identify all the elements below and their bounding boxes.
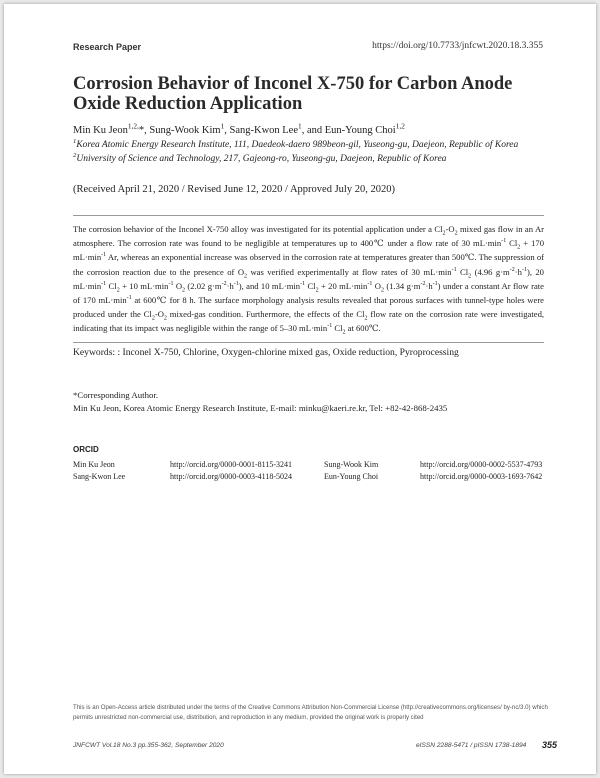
keywords: Keywords: : Inconel X-750, Chlorine, Oxygen-chlorine mixed gas, Oxide reduction, Pyroprocessing [73,347,459,358]
orcid-table [73,459,553,483]
paper-page [4,4,596,774]
corresponding-details: Min Ku Jeon, Korea Atomic Energy Research Institute, E-mail: minku@kaeri.re.kr, Tel: +82-42-868-2435 [73,402,448,413]
affiliation-number: 1 [73,137,77,145]
affiliation-text: University of Science and Technology, 217, Gajeong-ro, Yuseong-gu, Daejeon, Republic of Korea [76,154,447,164]
license-notice: This is an Open-Access article distributed under the terms of the Creative Commons Attribution Non-Commercial License (http://creativecommons.org/licenses/ by-nc/3.0) which permits unrestricted non-commercial use, distribution, and reproduction in any medium, provided the original work is properly cited [73,704,548,721]
author-affiliation-mark: 1,2 [395,121,405,131]
author-name: Sang-Kwon Lee [229,125,299,136]
corresponding-author [73,389,447,414]
section-label: Research Paper [73,42,142,52]
orcid-link[interactable]: http://orcid.org/0000-0002-5537-4793 [420,460,543,469]
abstract-top-rule [73,215,544,216]
orcid-author: Sung-Wook Kim [324,460,379,469]
author-name: Min Ku Jeon [73,125,128,136]
submission-dates: (Received April 21, 2020 / Revised June 12, 2020 / Approved July 20, 2020) [73,184,395,195]
abstract: The corrosion behavior of the Inconel X-750 alloy was investigated for its potential application under a $Cl_2-O_2$ mixed gas flow in an Ar atmosphere. The corrosion rate was found to be negligible at temperatures up to 400℃ under a flow rate of 30 $mL\cdot\min^{-1}$ $Cl_2 + 170$ $mL\cdot\min^{-1}$ Ar, whereas an exponential increase was observed in the corrosion rate at temperatures greater than 500℃. The suppression of the corrosion reaction due to the presence of $O_2$ was verified experimentally at flow rates of 30 $mL\cdot\min^{-1}$ $Cl_2$ (4.96 $g\cdot m^{-2}\cdot h^{-1}$), 20 $mL\cdot\min^{-1}$ $Cl_2 + 10$ $mL\cdot\min^{-1}$ $O_2$ (2.02 $g\cdot m^{-2}\cdot h^{-1}$), and 10 $mL\cdot\min^{-1}$ $Cl_2 + 20$ $mL\cdot\min^{-1}$ $O_2$ (1.34 $g\cdot m^{-2}\cdot h^{-1}$) under a constant Ar flow rate of 170 $mL\cdot\min^{-1}$ at 600℃ for 8 h. The surface morphology analysis results revealed that porous surfaces with tunnel-type holes were produced under the $Cl_2-O_2$ mixed-gas condition. Furthermore, the effects of the $Cl_2$ flow rate on the corrosion rate were investigated, indicating that its impact was negligible within the range of 5–30 $mL\cdot\min^{-1}$ $Cl_2$ at 600℃. [73,224,545,337]
journal-citation: JNFCWT Vol.18 No.3 pp.355-362, September 2020 [73,742,224,749]
author-affiliation-mark: 1 [220,121,225,131]
orcid-author: Min Ku Jeon [73,460,115,469]
affiliation-2 [73,151,447,164]
affiliation-1 [73,137,519,150]
abstract-bottom-rule [73,342,544,343]
orcid-link[interactable]: http://orcid.org/0000-0003-4118-5024 [170,472,292,481]
author-affiliation-mark: 1 [298,121,302,131]
affiliation-text: Korea Atomic Energy Research Institute, 111, Daedeok-daero 989beon-gil, Yuseong-gu, Daejeon, Republic of Korea [76,140,519,150]
orcid-link[interactable]: http://orcid.org/0000-0001-8115-3241 [170,460,292,469]
issn: eISSN 2288-5471 / pISSN 1738-1894 [416,742,527,749]
orcid-link[interactable]: http://orcid.org/0000-0003-1693-7642 [420,472,543,481]
orcid-author: Eun-Young Choi [324,472,379,481]
author-affiliation-mark: 1,2, [127,121,139,131]
author-name: Sung-Wook Kim [149,125,221,136]
corresponding-mark: * [138,125,145,136]
doi-link[interactable]: https://doi.org/10.7733/jnfcwt.2020.18.3.355 [372,41,543,51]
orcid-row [73,459,553,471]
corresponding-label: *Corresponding Author. [73,390,159,400]
orcid-author: Sang-Kwon Lee [73,472,126,481]
orcid-row [73,471,553,483]
author-name: Eun-Young Choi [324,125,396,136]
orcid-heading: ORCID [73,445,99,454]
page-number: 355 [542,740,558,750]
affiliation-number: 2 [73,151,77,159]
author-list: Min Ku Jeon$^{1,2,}$*, Sung-Wook Kim$^1$, Sang-Kwon Lee$^1$, and Eun-Young Choi$^{1,2}$ [73,121,405,136]
paper-title: Corrosion Behavior of Inconel X-750 for Carbon Anode Oxide Reduction Application [73,74,513,114]
